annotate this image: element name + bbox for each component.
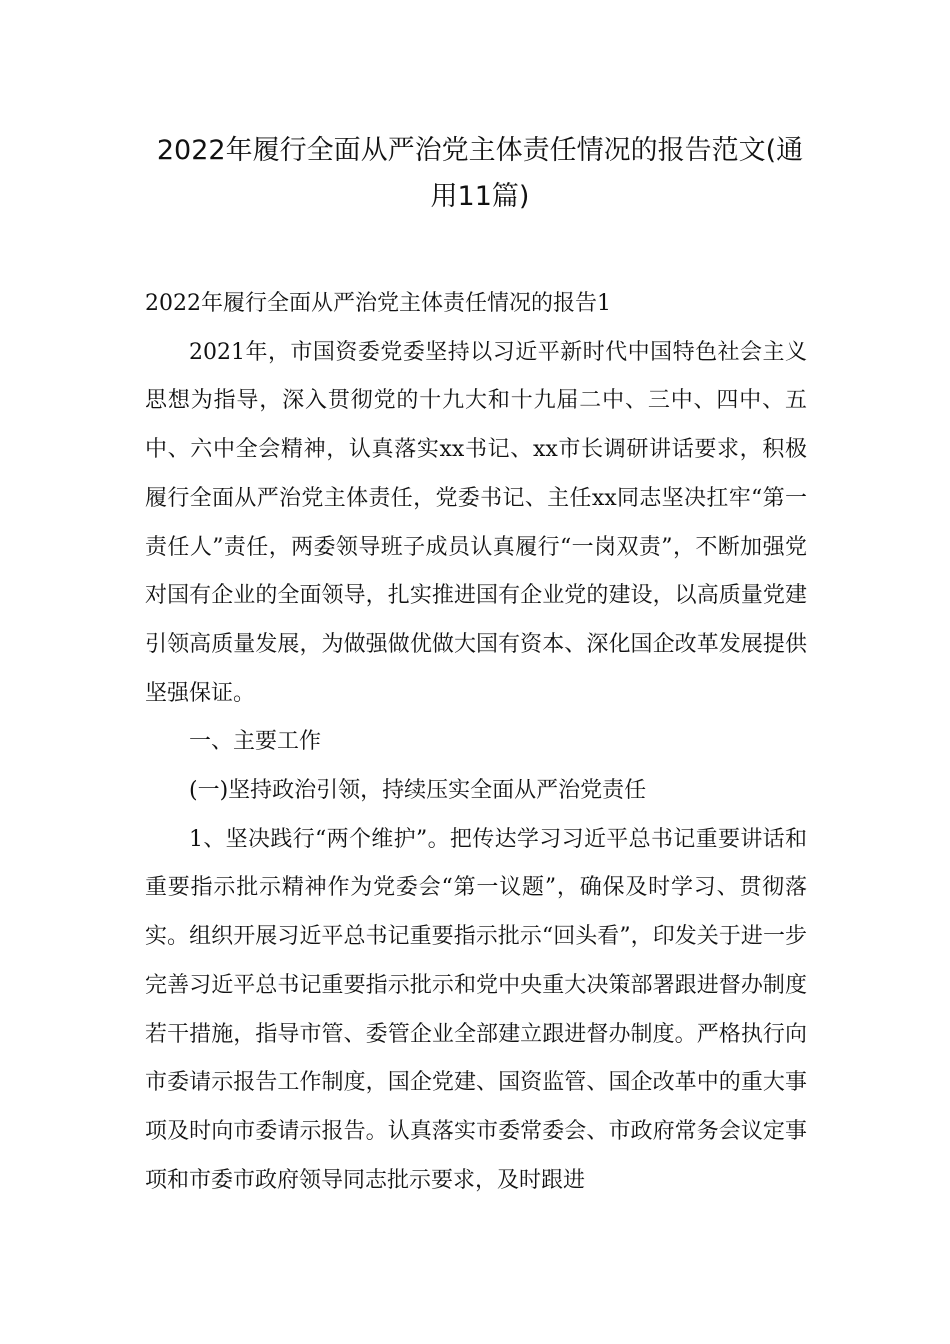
- document-title-line-2: 用11篇): [430, 181, 530, 212]
- intro-paragraph: 2021年，市国资委党委坚持以习近平新时代中国特色社会主义思想为指导，深入贯彻党的十九大和十九届二中、三中、四中、五中、六中全会精神，认真落实xx书记、xx市长调研讲话要求，积极履行全面从严治党主体责任，党委书记、主任xx同志坚决扛牢“第一责任人”责任，两委领导班子成员认真履行“一岗双责”，不断加强党对国有企业的全面领导，扎实推进国有企业党的建设，以高质量党建引领高质量发展，为做强做优做大国有资本、深化国企改革发展提供坚强保证。: [145, 339, 807, 706]
- document-title-line-1: 2022年履行全面从严治党主体责任情况的报告范文(通: [156, 135, 804, 166]
- subsection-heading-political-leadership: (一)坚持政治引领，持续压实全面从严治党责任: [189, 778, 647, 804]
- document-body: [145, 280, 807, 1205]
- item-paragraph-1: 1、坚决践行“两个维护”。把传达学习习近平总书记重要讲话和重要指示批示精神作为党委会“第一议题”，确保及时学习、贯彻落实。组织开展习近平总书记重要指示批示“回头看”，印发关于进一步完善习近平总书记重要指示批示和党中央重大决策部署跟进督办制度若干措施，指导市管、委管企业全部建立跟进督办制度。严格执行向市委请示报告工作制度，国企党建、国资监管、国企改革中的重大事项及时向市委请示报告。认真落实市委常委会、市政府常务会议定事项和市委市政府领导同志批示要求，及时跟进: [145, 826, 807, 1193]
- document-title: [140, 128, 820, 220]
- report-heading: 2022年履行全面从严治党主体责任情况的报告1: [145, 291, 611, 316]
- section-heading-main-work: 一、主要工作: [189, 729, 322, 755]
